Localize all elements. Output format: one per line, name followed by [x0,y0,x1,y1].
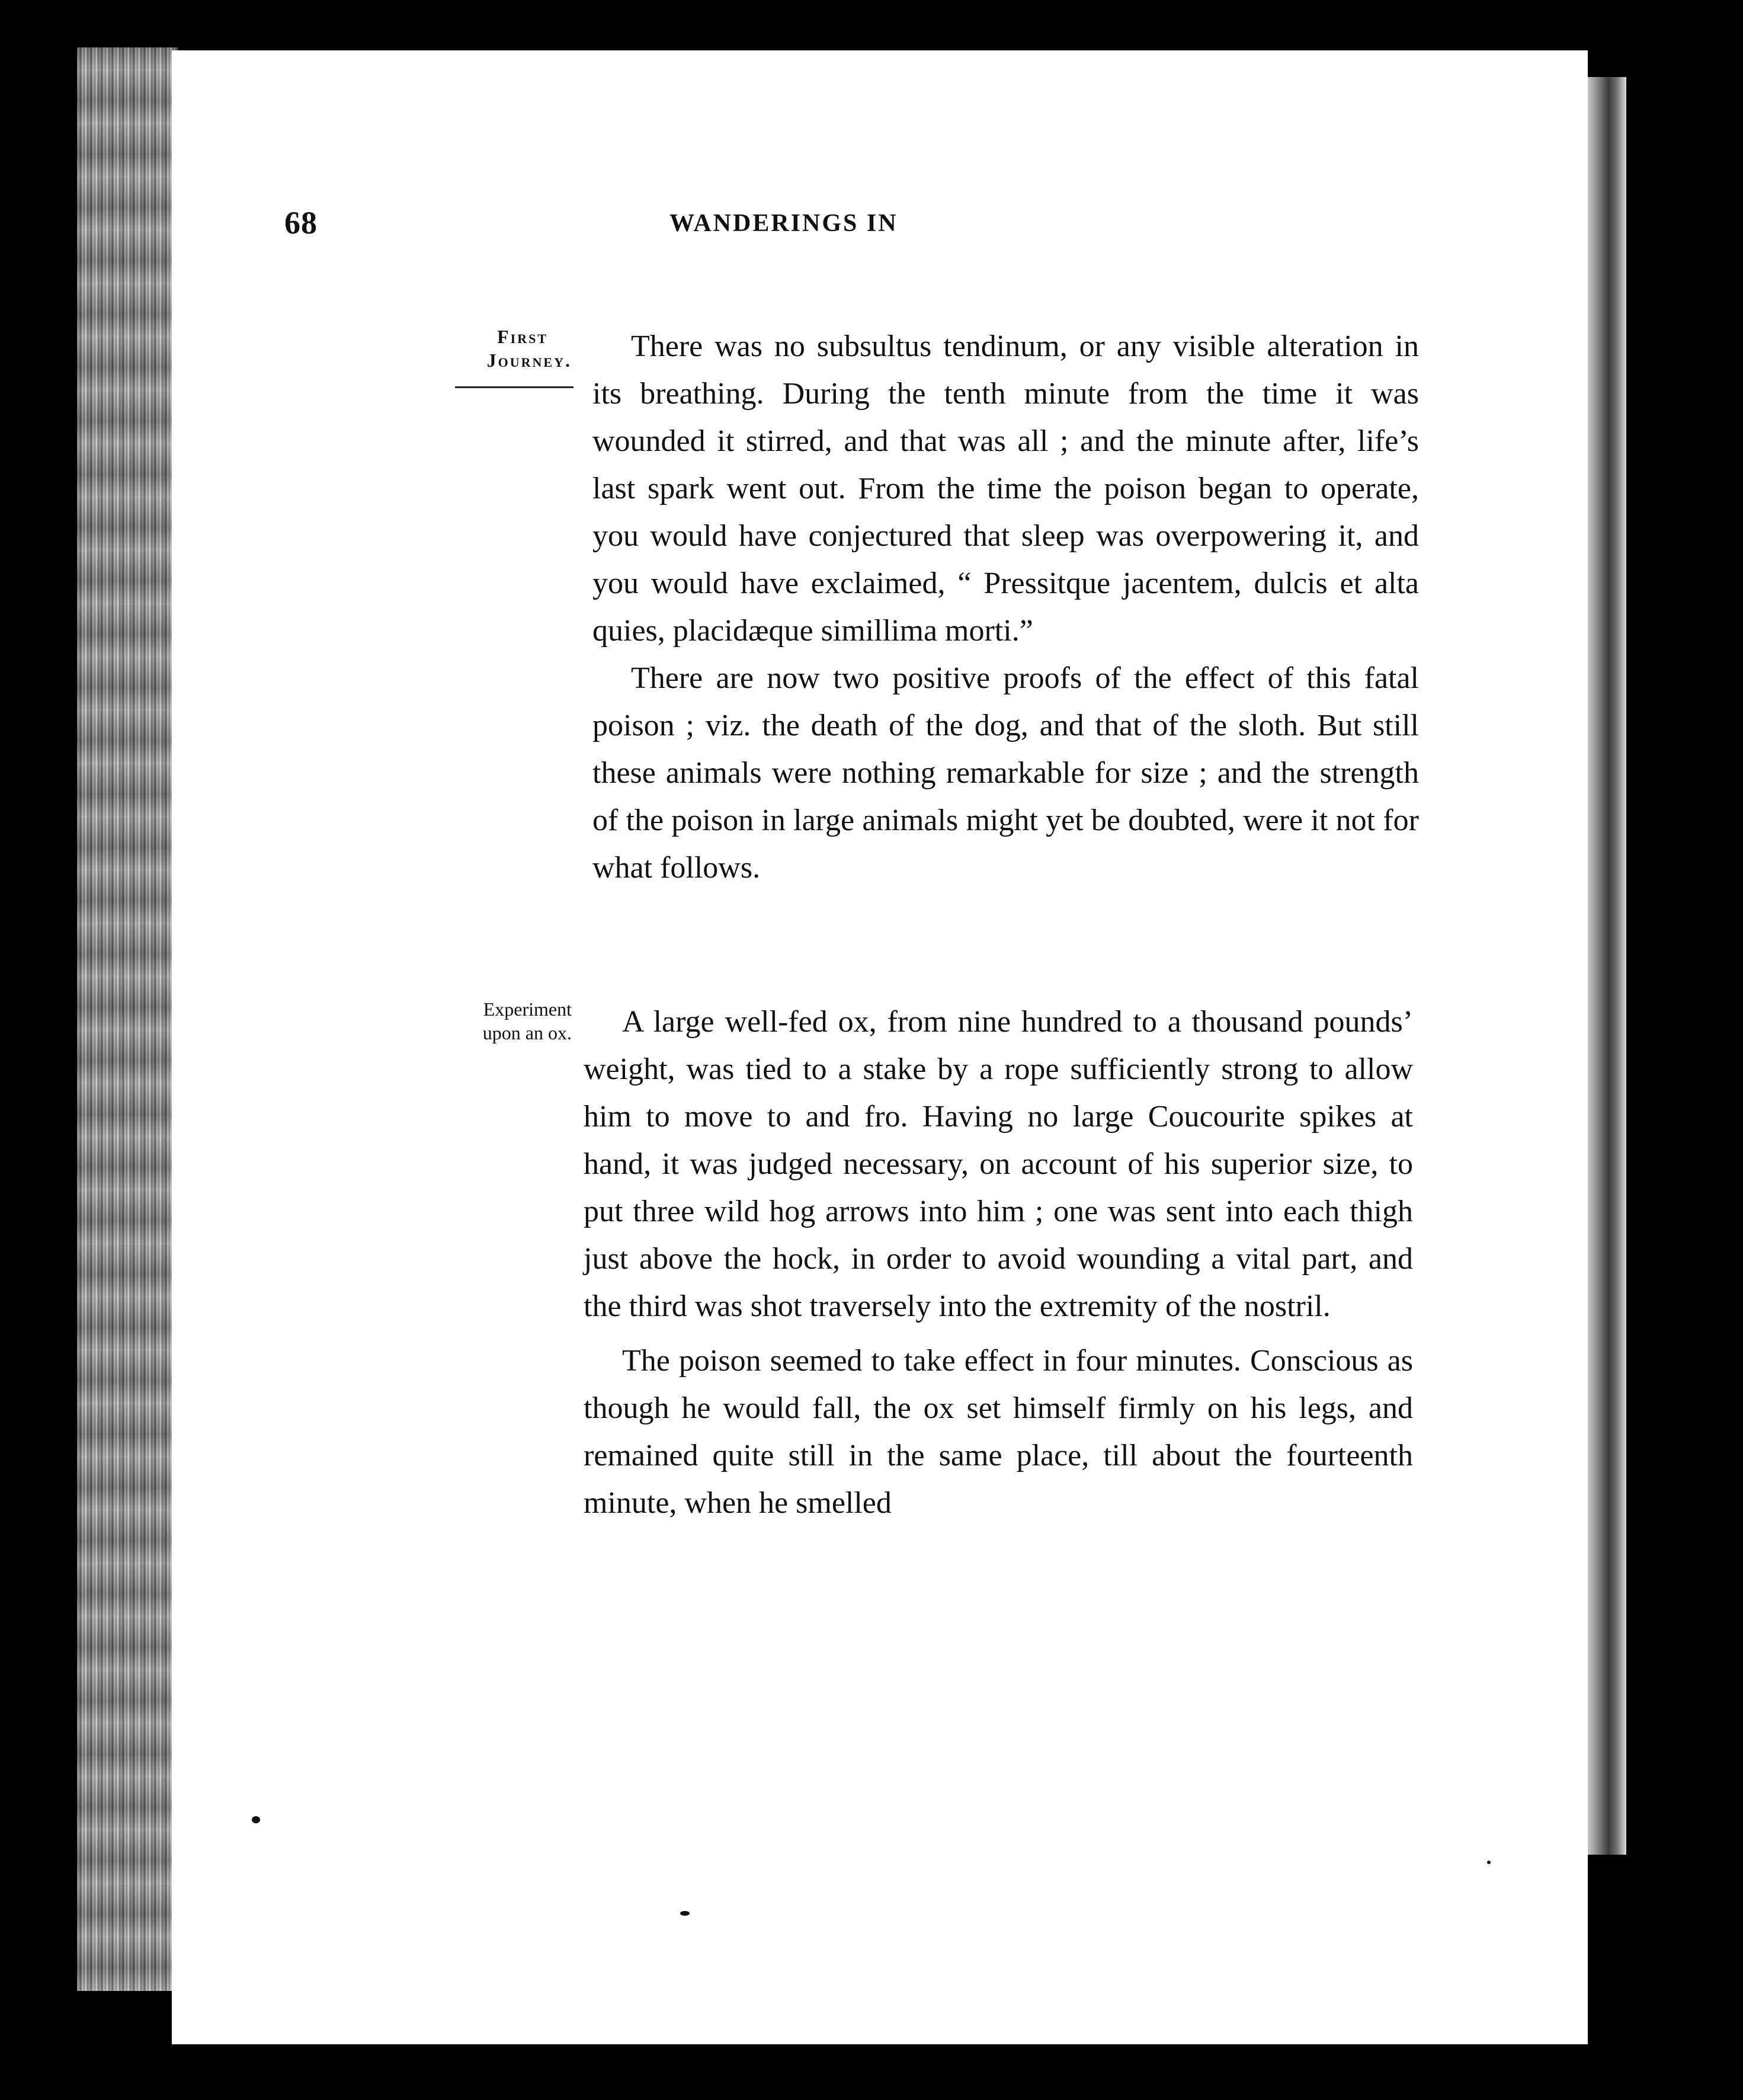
paragraph-4: The poison seemed to take effect in four minutes. Conscious as though he would fall, the ox set himself firmly on his legs, and remained quite still in the same place, till about the fourteenth minute, when he smelled [584,1344,1413,1520]
sidenote-experiment-line1: Experiment [483,998,572,1020]
paragraph-3: A large well-fed ox, from nine hundred to a thousand pounds’ weight, was tied to a stake by a rope sufficiently strong to allow him to move to and fro. Having no large Coucourite spikes at hand, it was judged necessary, on account of his superior size, to put three wild hog arrows into him ; one was sent into each thigh just above the hock, in order to avoid wounding a vital part, and the third was shot traversely into the extremity of the nostril. [584,1005,1413,1323]
running-title: WANDERINGS IN [669,210,898,237]
book-binding-edge [77,47,178,1991]
page-right-edge [1582,77,1626,1855]
paragraph-2: There are now two positive proofs of the effect of this fatal poison ; viz. the death of the dog, and that of the sloth. But still these animals were nothing remarkable for size ; and the strength of the poison in large animals might yet be doubted, were it not for what follows. [592,661,1419,885]
sidenote-first-journey-line2: Journey. [486,350,572,371]
sidenote-rule [455,386,573,388]
page-speck [1487,1861,1491,1864]
sidenote-first-journey-line1: First [497,326,548,347]
page-speck [252,1816,260,1823]
running-head [284,204,1440,246]
paragraph-1: There was no subsultus tendinum, or any visible alteration in its breathing. During the tenth minute from the time it was wounded it stirred, and that was all ; and the minute after, life’s last spark went out. From the time the poison began to operate, you would have conjectured that sleep was overpowering it, and you would have exclaimed, “ Pressitque jacentem, dulcis et alta quies, placidæque simillima morti.” [592,329,1419,648]
page-number: 68 [284,205,318,241]
text-block-upper [592,323,1419,892]
text-block-lower [584,998,1413,1527]
sidenote-experiment [409,997,572,1045]
sidenote-experiment-line2: upon an ox. [482,1022,572,1043]
page-speck [680,1911,690,1916]
sidenote-first-journey [415,325,572,372]
